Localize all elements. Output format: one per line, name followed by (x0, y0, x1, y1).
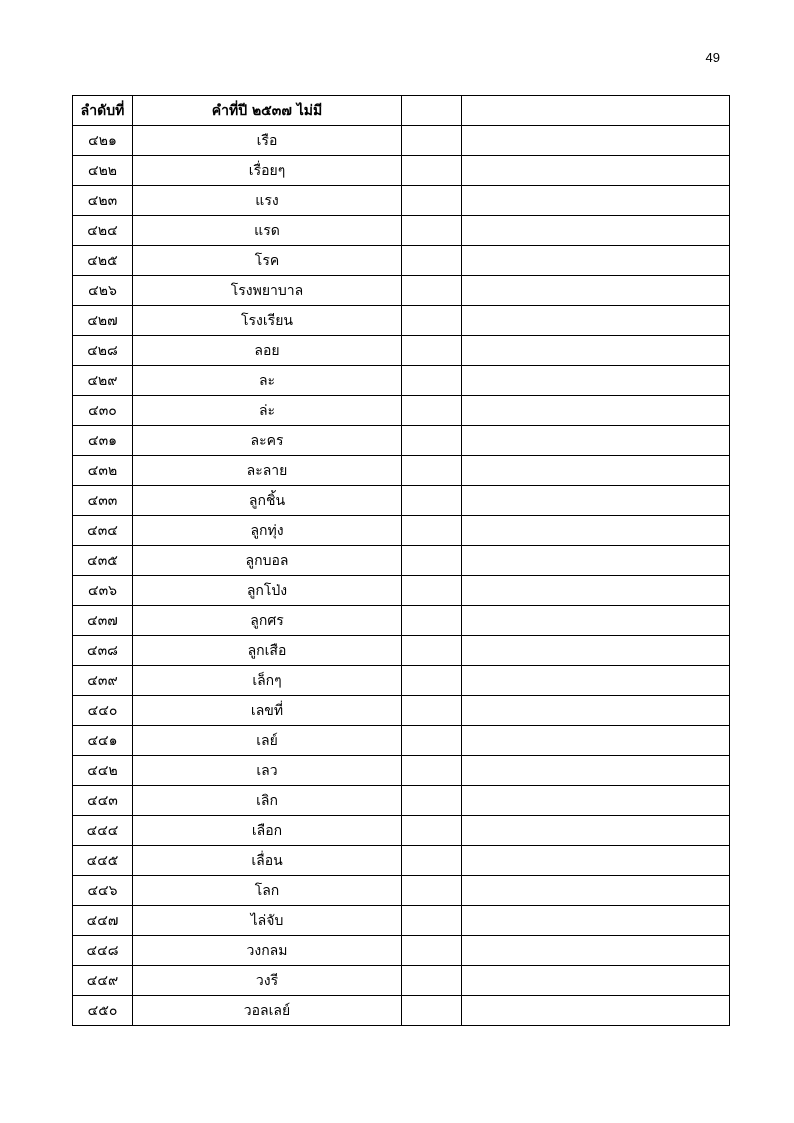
row-word-cell: ลูกโป่ง (133, 576, 402, 606)
row-sequence-cell: ๔๒๕ (73, 246, 133, 276)
row-word-cell: แรด (133, 216, 402, 246)
table-row (73, 966, 730, 996)
table-row (73, 486, 730, 516)
table-row (73, 276, 730, 306)
table-row (73, 516, 730, 546)
table-row (73, 366, 730, 396)
row-word-cell: เรื่อยๆ (133, 156, 402, 186)
row-word-cell: เลื่อน (133, 846, 402, 876)
table-row (73, 756, 730, 786)
row-word-cell: เลว (133, 756, 402, 786)
row-word-cell: ละคร (133, 426, 402, 456)
row-blank-cell-2 (462, 516, 730, 546)
table-row (73, 996, 730, 1026)
row-blank-cell-1 (402, 396, 462, 426)
table-row (73, 906, 730, 936)
table-row (73, 936, 730, 966)
table-row (73, 126, 730, 156)
row-blank-cell-1 (402, 246, 462, 276)
row-word-cell: เลือก (133, 816, 402, 846)
row-blank-cell-2 (462, 456, 730, 486)
table-body (73, 126, 730, 1026)
row-word-cell: เล็กๆ (133, 666, 402, 696)
row-blank-cell-1 (402, 786, 462, 816)
header-sequence: ลำดับที่ (73, 96, 133, 126)
row-blank-cell-1 (402, 426, 462, 456)
row-blank-cell-2 (462, 876, 730, 906)
row-sequence-cell: ๔๓๙ (73, 666, 133, 696)
row-blank-cell-1 (402, 156, 462, 186)
header-blank-1 (402, 96, 462, 126)
row-word-cell: ลูกเสือ (133, 636, 402, 666)
row-blank-cell-1 (402, 576, 462, 606)
row-sequence-cell: ๔๔๐ (73, 696, 133, 726)
row-word-cell: โรค (133, 246, 402, 276)
table-row (73, 786, 730, 816)
row-sequence-cell: ๔๔๗ (73, 906, 133, 936)
row-blank-cell-2 (462, 366, 730, 396)
row-blank-cell-2 (462, 726, 730, 756)
row-blank-cell-2 (462, 606, 730, 636)
table-row (73, 306, 730, 336)
row-sequence-cell: ๔๒๘ (73, 336, 133, 366)
table-row (73, 606, 730, 636)
row-word-cell: ลูกบอล (133, 546, 402, 576)
row-sequence-cell: ๔๒๓ (73, 186, 133, 216)
row-word-cell: โลก (133, 876, 402, 906)
row-blank-cell-2 (462, 546, 730, 576)
header-blank-2 (462, 96, 730, 126)
table-row (73, 576, 730, 606)
row-blank-cell-1 (402, 726, 462, 756)
row-sequence-cell: ๔๔๙ (73, 966, 133, 996)
row-word-cell: วงรี (133, 966, 402, 996)
row-blank-cell-2 (462, 816, 730, 846)
row-sequence-cell: ๔๒๗ (73, 306, 133, 336)
row-word-cell: ล่ะ (133, 396, 402, 426)
table-row (73, 456, 730, 486)
row-word-cell: ละลาย (133, 456, 402, 486)
row-word-cell: โรงเรียน (133, 306, 402, 336)
table-row (73, 876, 730, 906)
table-row (73, 156, 730, 186)
row-blank-cell-1 (402, 666, 462, 696)
row-blank-cell-1 (402, 186, 462, 216)
row-sequence-cell: ๔๒๔ (73, 216, 133, 246)
row-word-cell: ละ (133, 366, 402, 396)
table-row (73, 846, 730, 876)
row-sequence-cell: ๔๓๓ (73, 486, 133, 516)
table-row (73, 426, 730, 456)
row-blank-cell-1 (402, 606, 462, 636)
table-row (73, 636, 730, 666)
word-table (72, 95, 730, 1026)
row-word-cell: โรงพยาบาล (133, 276, 402, 306)
row-blank-cell-2 (462, 846, 730, 876)
row-blank-cell-2 (462, 696, 730, 726)
row-blank-cell-2 (462, 306, 730, 336)
row-blank-cell-1 (402, 546, 462, 576)
row-blank-cell-2 (462, 906, 730, 936)
row-sequence-cell: ๔๒๑ (73, 126, 133, 156)
row-blank-cell-1 (402, 366, 462, 396)
row-sequence-cell: ๔๔๕ (73, 846, 133, 876)
row-sequence-cell: ๔๓๗ (73, 606, 133, 636)
row-blank-cell-2 (462, 216, 730, 246)
row-blank-cell-1 (402, 756, 462, 786)
row-blank-cell-2 (462, 636, 730, 666)
table-row (73, 696, 730, 726)
row-blank-cell-2 (462, 276, 730, 306)
table-row (73, 396, 730, 426)
row-sequence-cell: ๔๓๕ (73, 546, 133, 576)
row-blank-cell-1 (402, 696, 462, 726)
row-blank-cell-2 (462, 756, 730, 786)
table-row (73, 546, 730, 576)
row-word-cell: เลย์ (133, 726, 402, 756)
row-blank-cell-2 (462, 246, 730, 276)
row-sequence-cell: ๔๕๐ (73, 996, 133, 1026)
row-blank-cell-1 (402, 486, 462, 516)
table-row (73, 246, 730, 276)
row-blank-cell-1 (402, 936, 462, 966)
row-blank-cell-1 (402, 456, 462, 486)
page-number: 49 (705, 50, 720, 65)
row-word-cell: ไล่จับ (133, 906, 402, 936)
row-word-cell: เรือ (133, 126, 402, 156)
table-row (73, 336, 730, 366)
row-blank-cell-1 (402, 846, 462, 876)
row-word-cell: ลูกศร (133, 606, 402, 636)
row-sequence-cell: ๔๔๖ (73, 876, 133, 906)
row-sequence-cell: ๔๒๒ (73, 156, 133, 186)
row-blank-cell-2 (462, 336, 730, 366)
row-blank-cell-2 (462, 396, 730, 426)
row-blank-cell-1 (402, 276, 462, 306)
row-word-cell: แรง (133, 186, 402, 216)
row-blank-cell-1 (402, 996, 462, 1026)
row-blank-cell-2 (462, 936, 730, 966)
row-blank-cell-1 (402, 516, 462, 546)
row-blank-cell-1 (402, 906, 462, 936)
row-sequence-cell: ๔๒๖ (73, 276, 133, 306)
row-blank-cell-2 (462, 486, 730, 516)
row-word-cell: เลขที่ (133, 696, 402, 726)
row-sequence-cell: ๔๒๙ (73, 366, 133, 396)
row-word-cell: วงกลม (133, 936, 402, 966)
row-blank-cell-2 (462, 426, 730, 456)
row-sequence-cell: ๔๔๓ (73, 786, 133, 816)
row-blank-cell-2 (462, 156, 730, 186)
row-sequence-cell: ๔๔๔ (73, 816, 133, 846)
row-blank-cell-2 (462, 576, 730, 606)
row-word-cell: วอลเลย์ (133, 996, 402, 1026)
row-sequence-cell: ๔๔๘ (73, 936, 133, 966)
row-word-cell: ลอย (133, 336, 402, 366)
row-word-cell: เลิก (133, 786, 402, 816)
row-word-cell: ลูกทุ่ง (133, 516, 402, 546)
row-blank-cell-2 (462, 186, 730, 216)
row-blank-cell-1 (402, 336, 462, 366)
row-word-cell: ลูกชิ้น (133, 486, 402, 516)
row-blank-cell-1 (402, 216, 462, 246)
table-row (73, 186, 730, 216)
row-sequence-cell: ๔๓๔ (73, 516, 133, 546)
table-row (73, 816, 730, 846)
row-sequence-cell: ๔๔๒ (73, 756, 133, 786)
row-sequence-cell: ๔๓๖ (73, 576, 133, 606)
row-sequence-cell: ๔๓๒ (73, 456, 133, 486)
row-sequence-cell: ๔๓๐ (73, 396, 133, 426)
row-blank-cell-2 (462, 666, 730, 696)
table-header-row (73, 96, 730, 126)
row-blank-cell-1 (402, 816, 462, 846)
table-row (73, 726, 730, 756)
row-blank-cell-1 (402, 306, 462, 336)
row-sequence-cell: ๔๓๑ (73, 426, 133, 456)
row-blank-cell-2 (462, 126, 730, 156)
row-blank-cell-2 (462, 786, 730, 816)
row-sequence-cell: ๔๓๘ (73, 636, 133, 666)
row-blank-cell-1 (402, 126, 462, 156)
table-row (73, 216, 730, 246)
table-row (73, 666, 730, 696)
row-blank-cell-2 (462, 996, 730, 1026)
row-blank-cell-1 (402, 636, 462, 666)
row-blank-cell-1 (402, 876, 462, 906)
row-blank-cell-2 (462, 966, 730, 996)
header-word: คำที่ปี ๒๕๓๗ ไม่มี (133, 96, 402, 126)
row-blank-cell-1 (402, 966, 462, 996)
row-sequence-cell: ๔๔๑ (73, 726, 133, 756)
